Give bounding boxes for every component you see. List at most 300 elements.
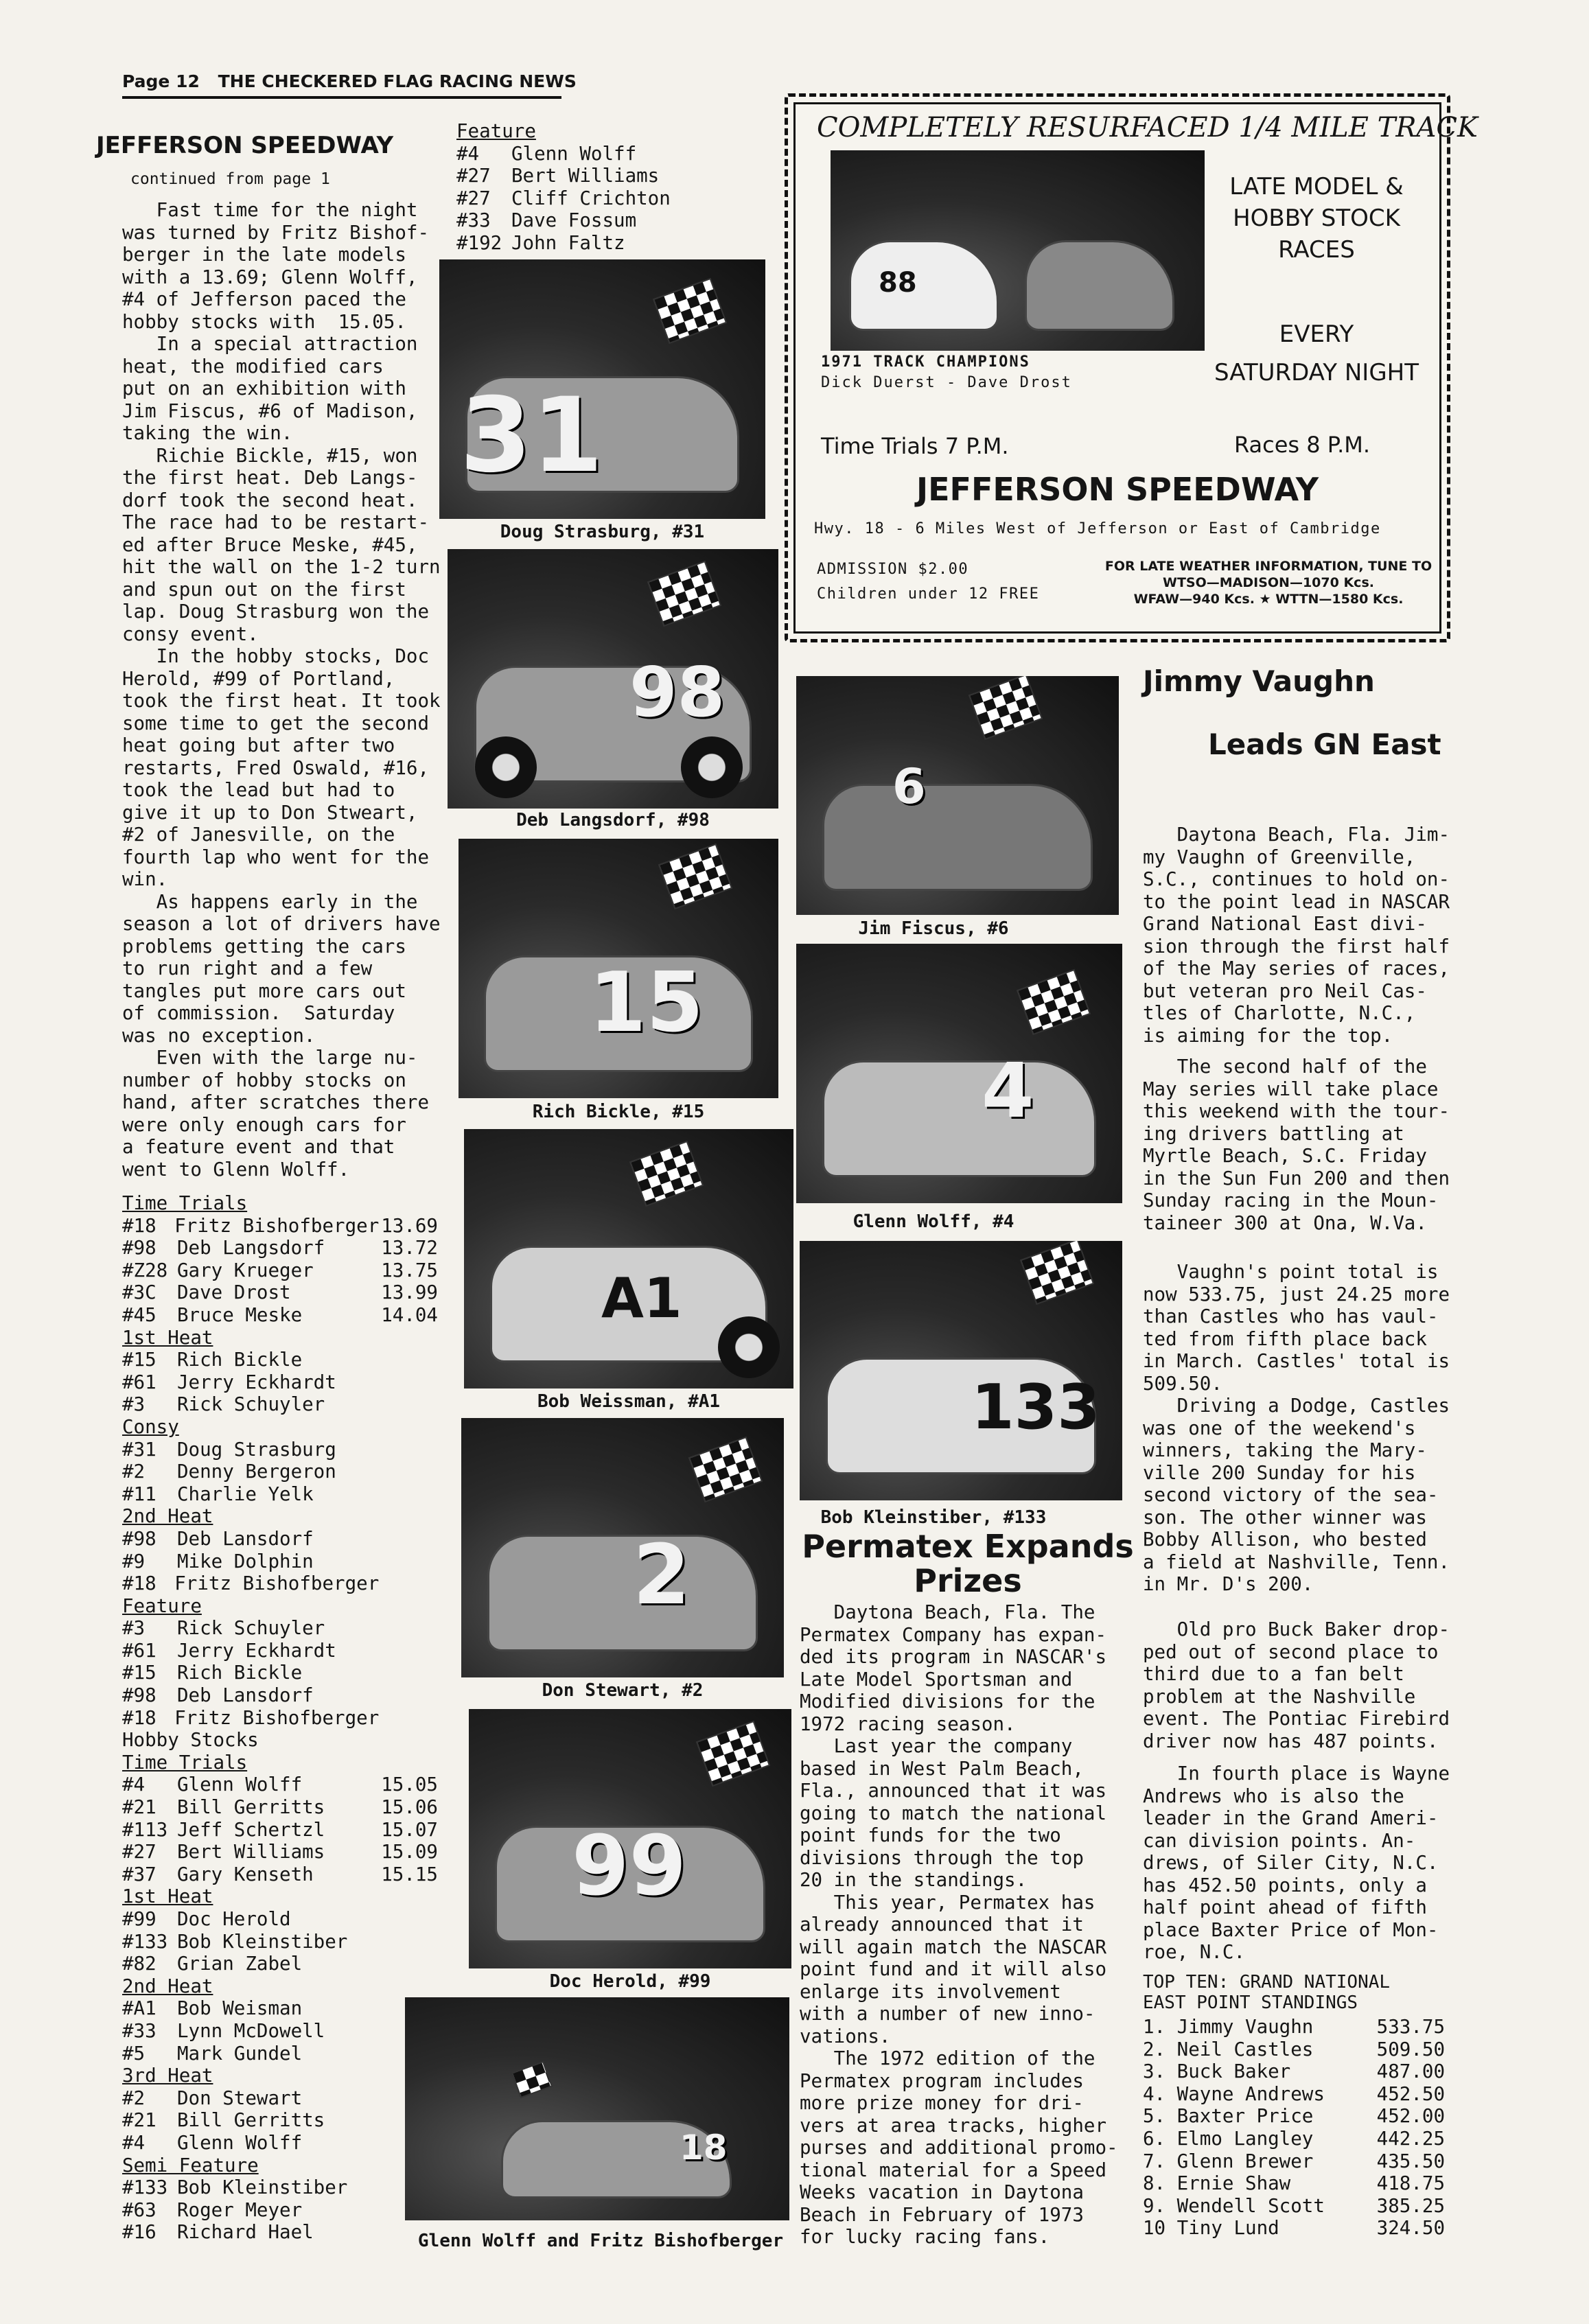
article-line: Bobby Allison, who bested: [1143, 1529, 1427, 1550]
article-line: in Mr. D's 200.: [1143, 1573, 1314, 1595]
car-number: 98: [629, 652, 726, 732]
driver-name: 10 Tiny Lund: [1143, 2217, 1279, 2240]
results-row: [456, 143, 704, 165]
photo-caption: Doc Herold, #99: [549, 1971, 711, 1992]
ad-headline: COMPLETELY RESURFACED 1/4 MILE TRACK: [817, 112, 1478, 143]
article-line: hobby stocks with 15.05.: [122, 310, 406, 333]
article-line: based in West Palm Beach,: [800, 1757, 1084, 1780]
lap-time: [376, 1483, 438, 1506]
section-label: Feature: [122, 1594, 202, 1617]
car-number: 15: [589, 955, 704, 1051]
points-value: 452.00: [1376, 2105, 1445, 2128]
ad-weather-info: FOR LATE WEATHER INFORMATION, TUNE TO WTSO—MADISON—1070 Kcs. WFAW—940 Kcs. ★ WTTN—1580 Kcs.: [1104, 559, 1433, 607]
article-line: divisions through the top: [800, 1846, 1084, 1869]
results-row: [122, 1304, 438, 1327]
article-line: tles of Charlotte, N.C.,: [1143, 1002, 1416, 1024]
paper-title: THE CHECKERED FLAG RACING NEWS: [218, 71, 577, 91]
results-section-heading: [122, 1192, 438, 1215]
standings-row: [1143, 2083, 1445, 2106]
article-body: [122, 199, 441, 1181]
car-number: A1: [601, 1266, 682, 1330]
lap-time: [376, 1908, 438, 1931]
article-line: leader in the Grand Ameri-: [1143, 1807, 1439, 1829]
article-line: son. The other winner was: [1143, 1506, 1427, 1529]
results-row: [122, 2132, 438, 2154]
article-line: #4 of Jefferson paced the: [122, 288, 406, 310]
article-line: took the first heat. It took: [122, 690, 441, 712]
photo-glenn-wolff: [796, 944, 1122, 1203]
driver-name: Fritz Bishofberger: [174, 1572, 380, 1595]
article-line: hit the wall on the 1-2 turn: [122, 556, 441, 578]
article-line: point funds for the two: [800, 1824, 1061, 1846]
photo-bob-weissman: [464, 1129, 793, 1388]
results-section-heading: [122, 1327, 438, 1349]
results-row: [122, 1237, 438, 1259]
article-line: to the point lead in NASCAR: [1143, 890, 1450, 913]
checkered-flag-icon: [629, 1141, 704, 1207]
car-number: #133: [122, 2176, 168, 2199]
results-row: [122, 2221, 438, 2244]
results-section-heading: [122, 1975, 438, 1998]
article-line: #2 of Janesville, on the: [122, 824, 395, 846]
driver-name: Rich Bickle: [177, 1662, 303, 1684]
car-number: #99: [122, 1908, 156, 1930]
driver-name: Bob Weisman: [177, 1997, 303, 2020]
article-line: restarts, Fred Oswald, #16,: [122, 756, 430, 779]
car-number: 18: [680, 2128, 728, 2168]
permatex-headline: Permatex Expands Prizes: [802, 1528, 1134, 1599]
lap-time: [376, 1953, 438, 1975]
driver-name: Bob Kleinstiber: [177, 1930, 348, 1953]
section-label: 1st Heat: [122, 1326, 213, 1349]
section-label: Semi Feature: [122, 2154, 259, 2176]
results-row: [122, 1439, 438, 1461]
points-value: 533.75: [1376, 2016, 1445, 2038]
points-value: 324.50: [1376, 2217, 1445, 2240]
car-number: #11: [122, 1483, 156, 1505]
car-number: #27: [122, 1841, 156, 1863]
driver-name: Gary Kenseth: [177, 1863, 314, 1885]
article-line: dorf took the second heat.: [122, 489, 418, 511]
article-line: was turned by Fritz Bishof-: [122, 221, 430, 244]
results-row: [122, 2109, 438, 2132]
article-line: 20 in the standings.: [800, 1869, 1028, 1891]
vaughn-paragraph: [1143, 1261, 1450, 1395]
photo-rich-bickle: [459, 839, 778, 1098]
driver-name: Rick Schuyler: [177, 1617, 325, 1640]
lap-time: [376, 1931, 438, 1953]
driver-name: Dave Fossum: [511, 209, 637, 232]
article-line: point fund and it will also: [800, 1958, 1107, 1980]
checkered-flag-icon: [511, 2061, 553, 2099]
article-line: Modified divisions for the: [800, 1690, 1095, 1712]
driver-name: 7. Glenn Brewer: [1143, 2150, 1314, 2172]
lap-time: [376, 1371, 438, 1394]
article-line: taineer 300 at Ona, W.Va.: [1143, 1211, 1427, 1234]
car-number: #2: [122, 1461, 146, 1483]
standings-row: [1143, 2172, 1445, 2195]
vaughn-headline-2: Leads GN East: [1208, 728, 1441, 761]
lap-time: [376, 1349, 438, 1371]
photo-deb-langsdorf: [448, 549, 778, 809]
lap-time: 13.69: [381, 1214, 438, 1237]
article-line: season a lot of drivers have: [122, 913, 441, 935]
article-line: put on an exhibition with: [122, 377, 406, 399]
vaughn-paragraph: [1143, 1395, 1450, 1596]
article-line: vers at area tracks, higher: [800, 2114, 1107, 2137]
article-line: 1972 racing season.: [800, 1712, 1016, 1735]
results-row: [122, 1483, 438, 1506]
results-section-heading: [122, 1416, 438, 1439]
car-number: #61: [122, 1371, 156, 1393]
results-section-heading: [122, 2065, 438, 2087]
article-line: for lucky racing fans.: [800, 2226, 1050, 2248]
results-row: [122, 1393, 438, 1416]
car-number: #21: [122, 2109, 156, 2132]
car-number: 133: [971, 1371, 1100, 1443]
results-row: [122, 1461, 438, 1483]
photo-wolff-bishofberger: [405, 1997, 789, 2220]
results-row: [122, 1707, 438, 1730]
lap-time: [376, 1550, 438, 1573]
driver-name: Doug Strasburg: [177, 1438, 336, 1461]
photo-caption: Glenn Wolff and Fritz Bishofberger: [417, 2231, 784, 2251]
standings-row: [1143, 2060, 1445, 2083]
car-number: #3: [122, 1617, 146, 1640]
results-row: [122, 1774, 438, 1796]
article-line: were only enough cars for: [122, 1113, 406, 1136]
car-number: #A1: [122, 1997, 156, 2020]
car-number: #33: [456, 209, 491, 232]
results-list: [122, 1192, 438, 2244]
car-number: 99: [572, 1819, 686, 1914]
lap-time: [376, 1684, 438, 1707]
article-title: JEFFERSON SPEEDWAY: [96, 132, 394, 159]
car-number: #15: [122, 1662, 156, 1684]
photo-doc-herold: [469, 1709, 791, 1968]
driver-name: Cliff Crichton: [511, 187, 671, 209]
standings-row: [1143, 2105, 1445, 2128]
car-number: #63: [122, 2198, 156, 2221]
article-line: driver now has 487 points.: [1143, 1730, 1439, 1752]
car-number: #37: [122, 1863, 156, 1885]
article-line: tional material for a Speed: [800, 2159, 1107, 2181]
article-line: sion through the first half: [1143, 935, 1450, 957]
article-line: can division points. An-: [1143, 1829, 1416, 1852]
driver-name: Bill Gerritts: [177, 1796, 325, 1819]
checkered-flag-icon: [969, 676, 1043, 740]
ad-speedway-name: JEFFERSON SPEEDWAY: [916, 471, 1319, 508]
article-line: roe, N.C.: [1143, 1941, 1246, 1963]
driver-name: 3. Buck Baker: [1143, 2060, 1291, 2083]
results-row: [122, 1215, 438, 1237]
continued-note: continued from page 1: [130, 170, 330, 188]
photo-caption: Jim Fiscus, #6: [858, 918, 1009, 939]
results-row: [122, 1617, 438, 1640]
article-line: In the hobby stocks, Doc: [122, 645, 430, 667]
car-number: #18: [122, 1214, 156, 1237]
article-line: more prize money for dri-: [800, 2092, 1084, 2114]
ad-race-time: Races 8 P.M.: [1234, 432, 1371, 458]
car-number: #27: [456, 165, 491, 187]
results-row: [122, 2087, 438, 2110]
points-value: 487.00: [1376, 2060, 1445, 2083]
ad-photo: [831, 150, 1205, 351]
results-row: [122, 1997, 438, 2020]
lap-time: 15.09: [381, 1841, 438, 1863]
driver-name: Jeff Schertzl: [177, 1818, 325, 1841]
driver-name: Dave Drost: [177, 1281, 291, 1304]
article-line: already announced that it: [800, 1914, 1084, 1936]
results-row: [122, 1281, 438, 1304]
article-line: Late Model Sportsman and: [800, 1668, 1073, 1690]
article-line: a field at Nashville, Tenn.: [1143, 1550, 1450, 1573]
article-line: In fourth place is Wayne: [1143, 1763, 1450, 1785]
ad-location: Hwy. 18 - 6 Miles West of Jefferson or East of Cambridge: [814, 520, 1381, 537]
checkered-flag-icon: [688, 1437, 763, 1503]
article-line: 509.50.: [1143, 1372, 1222, 1395]
lap-time: [376, 1461, 438, 1483]
article-line: this weekend with the tour-: [1143, 1100, 1450, 1122]
driver-name: Doc Herold: [177, 1908, 291, 1930]
results-section-heading: [122, 1885, 438, 1908]
article-line: Vaughn's point total is: [1143, 1261, 1439, 1283]
lap-time: 13.99: [381, 1281, 438, 1304]
ad-champions-names: Dick Duerst - Dave Drost: [821, 374, 1072, 391]
standings-row: [1143, 2150, 1445, 2173]
article-line: lap. Doug Strasburg won the: [122, 601, 430, 623]
results-row: [122, 1528, 438, 1550]
driver-name: Glenn Wolff: [511, 142, 637, 165]
article-line: Beach in February of 1973: [800, 2203, 1084, 2226]
driver-name: Gary Krueger: [177, 1259, 314, 1281]
article-line: berger in the late models: [122, 244, 406, 266]
car-number: #113: [122, 1818, 168, 1841]
results-row: [122, 1662, 438, 1684]
ad-race-types: LATE MODEL & HOBBY STOCK RACES: [1229, 173, 1404, 264]
driver-name: Fritz Bishofberger: [174, 1706, 380, 1729]
article-line: Grand National East divi-: [1143, 913, 1427, 935]
article-line: heat going but after two: [122, 734, 395, 756]
car-number: #33: [122, 2019, 156, 2042]
article-line: of commission. Saturday: [122, 1002, 395, 1024]
car-number: #15: [122, 1349, 156, 1371]
car-number: 6: [892, 758, 926, 815]
article-line: will again match the NASCAR: [800, 1936, 1107, 1958]
page-header: [122, 71, 577, 99]
article-line: Fla., announced that it was: [800, 1780, 1107, 1802]
vaughn-paragraph: [1143, 1056, 1450, 1234]
article-line: the first heat. Deb Langs-: [122, 467, 418, 489]
article-line: was no exception.: [122, 1024, 316, 1047]
driver-name: Deb Lansdorf: [177, 1684, 314, 1707]
driver-name: John Faltz: [511, 231, 625, 254]
photo-caption: Rich Bickle, #15: [532, 1102, 705, 1122]
driver-name: Jerry Eckhardt: [177, 1639, 336, 1662]
results-row: [456, 187, 704, 210]
car-number: #18: [122, 1572, 156, 1595]
article-line: Weeks vacation in Daytona: [800, 2181, 1084, 2203]
standings-row: [1143, 2016, 1445, 2038]
car-number: #98: [122, 1237, 156, 1259]
article-line: tangles put more cars out: [122, 979, 406, 1002]
article-line: in March. Castles' total is: [1143, 1350, 1450, 1372]
car-number: #31: [122, 1438, 156, 1461]
results-section-heading: [122, 1752, 438, 1774]
lap-time: 15.06: [381, 1796, 438, 1819]
standings-row: [1143, 2038, 1445, 2061]
article-line: hand, after scratches there: [122, 1091, 430, 1113]
standings-table: [1143, 2016, 1445, 2240]
standings-row: [1143, 2195, 1445, 2218]
driver-name: Bert Williams: [511, 165, 660, 187]
vaughn-paragraph: [1143, 824, 1450, 1047]
vaughn-headline-1: Jimmy Vaughn: [1143, 664, 1375, 698]
article-line: enlarge its involvement: [800, 1980, 1061, 2003]
article-line: second victory of the sea-: [1143, 1484, 1439, 1506]
driver-name: Fritz Bishofberger: [174, 1214, 380, 1237]
article-line: than Castles who has vaul-: [1143, 1305, 1439, 1327]
car-number: #45: [122, 1303, 156, 1326]
ad-schedule: EVERY SATURDAY NIGHT: [1214, 321, 1419, 386]
article-line: Sunday racing in the Moun-: [1143, 1189, 1439, 1211]
car-number: #3C: [122, 1281, 156, 1304]
driver-name: Rick Schuyler: [177, 1393, 325, 1416]
points-value: 435.50: [1376, 2150, 1445, 2172]
lap-time: [376, 1393, 438, 1416]
article-line: Daytona Beach, Fla. Jim-: [1143, 824, 1450, 846]
article-line: with a 13.69; Glenn Wolff,: [122, 266, 418, 288]
article-line: problem at the Nashville: [1143, 1685, 1416, 1708]
photo-caption: Don Stewart, #2: [542, 1680, 704, 1701]
ad-children: Children under 12 FREE: [817, 585, 1040, 603]
article-line: is aiming for the top.: [1143, 1024, 1393, 1047]
article-line: to run right and a few: [122, 957, 373, 979]
article-line: Permatex Company has expan-: [800, 1623, 1107, 1646]
car-number: #4: [456, 142, 480, 165]
car-number: #9: [122, 1550, 146, 1572]
feature-label: Feature: [456, 120, 536, 142]
article-line: give it up to Don Stweart,: [122, 801, 418, 824]
article-line: purses and additional promo-: [800, 2137, 1118, 2159]
results-section-heading: [122, 1595, 438, 1618]
article-line: Andrews who is also the: [1143, 1785, 1404, 1807]
points-value: 385.25: [1376, 2194, 1445, 2217]
car-number: #4: [122, 1774, 146, 1796]
photo-caption: Bob Weissman, #A1: [537, 1391, 721, 1412]
car-number: #82: [122, 1953, 156, 1975]
article-line: Jim Fiscus, #6 of Madison,: [122, 399, 418, 422]
car-number: 88: [879, 267, 917, 299]
article-line: half point ahead of fifth: [1143, 1896, 1427, 1918]
ad-time-trials: Time Trials 7 P.M.: [821, 433, 1009, 459]
photo-caption: Glenn Wolff, #4: [853, 1211, 1014, 1232]
standings-title: TOP TEN: GRAND NATIONAL EAST POINT STANDINGS: [1143, 1972, 1391, 2013]
car-number: 4: [982, 1047, 1034, 1135]
section-label: 1st Heat: [122, 1885, 213, 1908]
section-label: 2nd Heat: [122, 1505, 213, 1528]
driver-name: Glenn Wolff: [177, 2131, 303, 2154]
section-label: 3rd Heat: [122, 2065, 213, 2087]
article-line: In a special attraction: [122, 333, 418, 355]
article-line: ded its program in NASCAR's: [800, 1646, 1107, 1668]
car-number: #98: [122, 1527, 156, 1550]
photo-don-stewart: [461, 1418, 784, 1677]
article-line: ing drivers battling at: [1143, 1122, 1404, 1145]
article-line: Driving a Dodge, Castles: [1143, 1395, 1450, 1417]
results-row: [122, 1863, 438, 1886]
lap-time: 15.05: [381, 1774, 438, 1796]
driver-name: Grian Zabel: [177, 1953, 303, 1975]
photo-caption: Doug Strasburg, #31: [500, 522, 705, 542]
results-section-heading: [122, 1505, 438, 1528]
results-row: [122, 1572, 438, 1595]
car-number: #Z28: [122, 1259, 168, 1281]
lap-time: [376, 1617, 438, 1640]
article-line: taking the win.: [122, 422, 293, 444]
article-line: some time to get the second: [122, 712, 430, 734]
vaughn-paragraph: [1143, 1618, 1450, 1752]
results-row: [122, 1841, 438, 1863]
results-row: [122, 1684, 438, 1707]
driver-name: Deb Langsdorf: [177, 1237, 325, 1259]
results-section-heading: [122, 2154, 438, 2177]
results-row: [122, 1953, 438, 1975]
driver-name: 6. Elmo Langley: [1143, 2127, 1314, 2150]
driver-name: 4. Wayne Andrews: [1143, 2082, 1325, 2105]
driver-name: Roger Meyer: [177, 2198, 303, 2221]
driver-name: Don Stewart: [177, 2087, 303, 2109]
article-line: vations.: [800, 2025, 891, 2047]
driver-name: Bill Gerritts: [177, 2109, 325, 2132]
photo-bob-kleinstiber: [800, 1241, 1122, 1500]
driver-name: Glenn Wolff: [177, 1774, 303, 1796]
lap-time: 13.75: [381, 1259, 438, 1281]
article-line: Myrtle Beach, S.C. Friday: [1143, 1145, 1427, 1167]
car-number: #5: [122, 2042, 146, 2065]
car-number: #27: [456, 187, 491, 209]
article-line: Fast time for the night: [122, 199, 418, 221]
points-value: 418.75: [1376, 2172, 1445, 2195]
article-line: May series will take place: [1143, 1078, 1439, 1100]
checkered-flag-icon: [647, 561, 722, 627]
lap-time: 15.15: [381, 1863, 438, 1885]
results-row: [122, 1931, 438, 1953]
lap-time: [376, 1528, 438, 1550]
checkered-flag-icon: [653, 278, 728, 345]
article-line: Richie Bickle, #15, won: [122, 444, 418, 467]
article-line: has 452.50 points, only a: [1143, 1874, 1427, 1896]
driver-name: Richard Hael: [177, 2221, 314, 2244]
lap-time: [376, 1662, 438, 1684]
article-line: This year, Permatex has: [800, 1891, 1095, 1914]
results-row: [456, 209, 704, 232]
results-row: [122, 1640, 438, 1662]
checkered-flag-icon: [658, 844, 733, 910]
article-line: ville 200 Sunday for his: [1143, 1461, 1416, 1484]
page-number: Page 12: [122, 71, 200, 91]
article-line: fourth lap who went for the: [122, 846, 430, 868]
car-number: #4: [122, 2131, 146, 2154]
checkered-flag-icon: [696, 1721, 771, 1787]
driver-name: Bob Kleinstiber: [177, 2176, 348, 2199]
article-line: Even with the large nu-: [122, 1047, 418, 1069]
driver-name: 8. Ernie Shaw: [1143, 2172, 1291, 2195]
vaughn-paragraph: [1143, 1763, 1450, 1964]
car-number: 31: [460, 376, 603, 496]
permatex-body: [800, 1601, 1118, 2249]
car-number: #61: [122, 1639, 156, 1662]
